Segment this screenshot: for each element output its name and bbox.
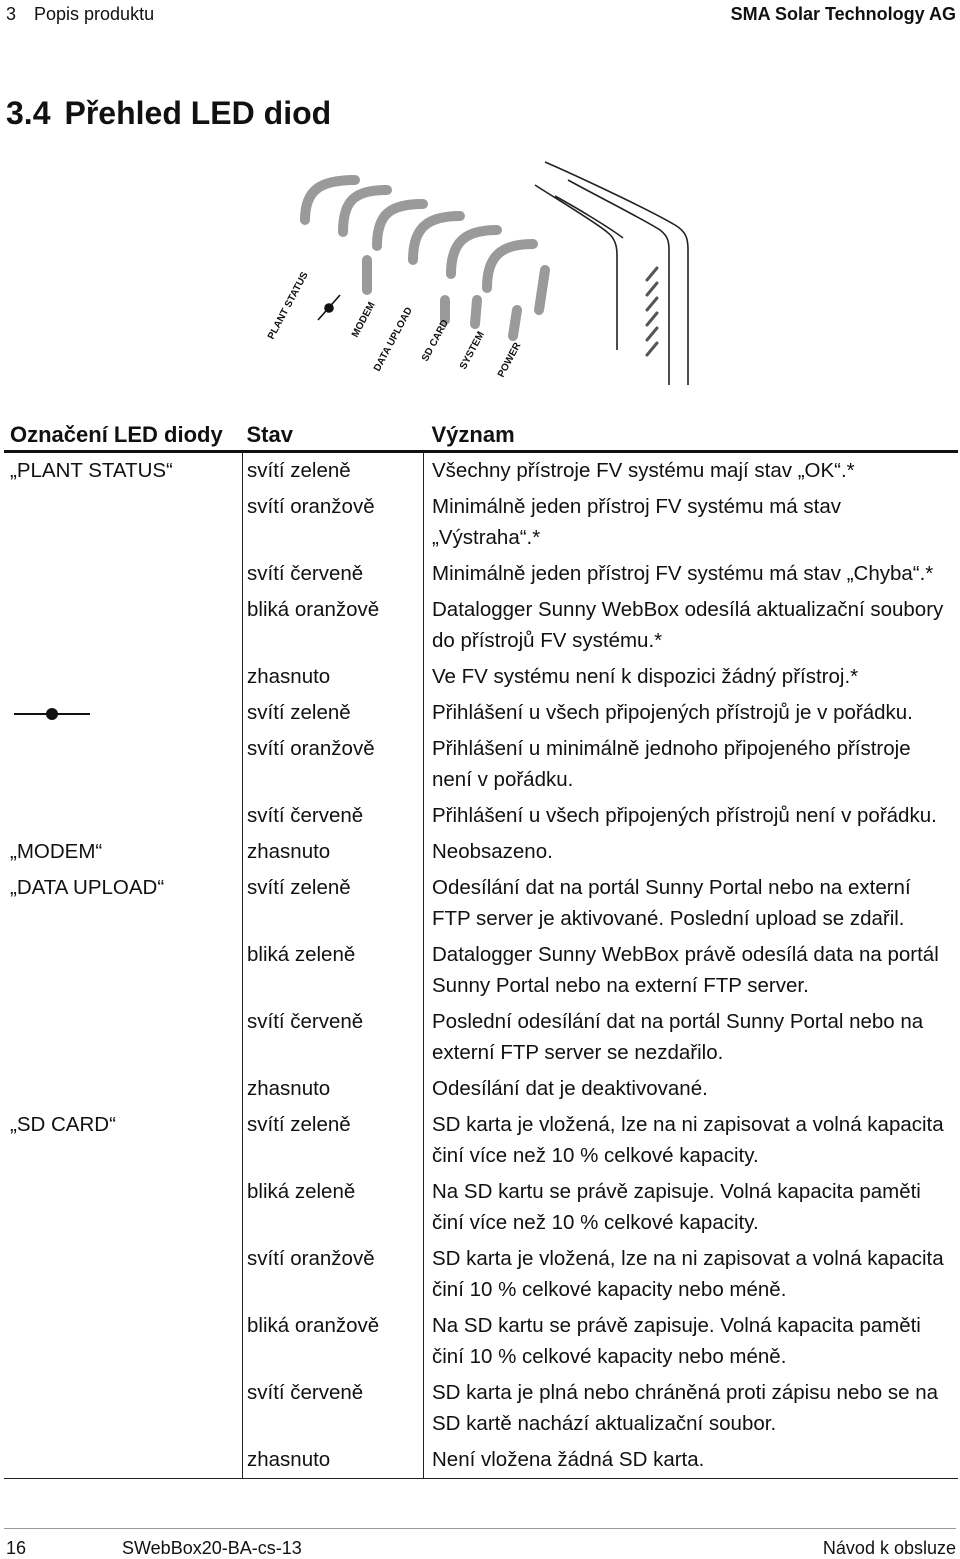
company-name: SMA Solar Technology AG: [730, 4, 956, 24]
cell-meaning: Datalogger Sunny WebBox odesílá aktualizační soubory do přístrojů FV systému.*: [424, 592, 959, 659]
cell-led: [4, 1004, 243, 1071]
page-header: [6, 2, 956, 26]
table-row: [4, 489, 958, 556]
section-number: 3.4: [6, 95, 51, 131]
table-row: [4, 556, 958, 592]
cell-state: svítí oranžově: [243, 489, 424, 556]
cell-state: bliká zeleně: [243, 1174, 424, 1241]
cell-meaning: Neobsazeno.: [424, 834, 959, 870]
cell-state: svítí červeně: [243, 1375, 424, 1442]
cell-led: [4, 659, 243, 695]
section-title-text: Přehled LED diod: [64, 95, 332, 131]
cell-led: „DATA UPLOAD“: [10, 876, 165, 899]
cell-meaning: Odesílání dat na portál Sunny Portal nebo na externí FTP server je aktivované. Poslední upload se zdařil.: [424, 870, 959, 937]
table-row: [4, 1071, 958, 1107]
cell-led: [4, 1442, 243, 1479]
table-row: [4, 1004, 958, 1071]
document-code: SWebBox20-BA-cs-13: [122, 1538, 302, 1558]
cell-state: zhasnuto: [243, 834, 424, 870]
cell-state: svítí oranžově: [243, 731, 424, 798]
cell-state: svítí oranžově: [243, 1241, 424, 1308]
cell-led: [4, 1375, 243, 1442]
cell-state: svítí zeleně: [243, 452, 424, 490]
cell-led: [4, 695, 243, 731]
led-overview-table: [4, 414, 958, 1479]
column-header-led: Označení LED diody: [4, 414, 243, 452]
cell-meaning: Poslední odesílání dat na portál Sunny Portal nebo na externí FTP server se nezdařilo.: [424, 1004, 959, 1071]
led-label-modem: MODEM: [349, 300, 378, 340]
cell-meaning: SD karta je plná nebo chráněná proti zápisu nebo se na SD kartě nachází aktualizační soubor.: [424, 1375, 959, 1442]
led-label-data-upload: DATA UPLOAD: [371, 305, 415, 374]
table-row: [4, 452, 958, 490]
cell-led: [4, 1174, 243, 1241]
cell-meaning: SD karta je vložená, lze na ni zapisovat a volná kapacita činí více než 10 % celkové kapacity.: [424, 1107, 959, 1174]
cell-state: bliká oranžově: [243, 592, 424, 659]
cell-state: svítí červeně: [243, 798, 424, 834]
cell-led: [4, 556, 243, 592]
table-row: [4, 592, 958, 659]
led-label-plant-status: PLANT STATUS: [265, 270, 311, 342]
cell-state: bliká zeleně: [243, 937, 424, 1004]
cell-led: [4, 1071, 243, 1107]
cell-meaning: Přihlášení u minimálně jednoho připojeného přístroje není v pořádku.: [424, 731, 959, 798]
cell-state: svítí zeleně: [243, 1107, 424, 1174]
cell-state: zhasnuto: [243, 1071, 424, 1107]
table-row: [4, 1442, 958, 1479]
table-row: [4, 1241, 958, 1308]
cell-meaning: Přihlášení u všech připojených přístrojů je v pořádku.: [424, 695, 959, 731]
table-header-row: [4, 414, 958, 452]
chapter-number: 3: [6, 4, 17, 24]
cell-meaning: Datalogger Sunny WebBox právě odesílá data na portál Sunny Portal nebo na externí FTP server.: [424, 937, 959, 1004]
cell-led: „MODEM“: [10, 840, 103, 863]
cell-meaning: Všechny přístroje FV systému mají stav „OK“.*: [424, 452, 959, 490]
page-footer: [6, 1538, 956, 1558]
cell-led: „PLANT STATUS“: [10, 459, 173, 482]
table-row: [4, 834, 958, 870]
chapter-title: Popis produktu: [34, 4, 155, 24]
connection-symbol-icon: [318, 295, 340, 320]
table-row: [4, 870, 958, 937]
cell-meaning: Ve FV systému není k dispozici žádný přístroj.*: [424, 659, 959, 695]
cell-state: svítí červeně: [243, 1004, 424, 1071]
cell-meaning: Není vložena žádná SD karta.: [424, 1442, 959, 1479]
table-row: [4, 695, 958, 731]
cell-state: svítí zeleně: [243, 695, 424, 731]
cell-state: bliká oranžově: [243, 1308, 424, 1375]
cell-led: [4, 731, 243, 798]
cell-meaning: SD karta je vložená, lze na ni zapisovat a volná kapacita činí 10 % celkové kapacity nebo méně.: [424, 1241, 959, 1308]
cell-state: zhasnuto: [243, 1442, 424, 1479]
table-row: [4, 1308, 958, 1375]
table-row: [4, 798, 958, 834]
table-row: [4, 937, 958, 1004]
led-pipe-power: [487, 244, 533, 288]
cell-meaning: Přihlášení u všech připojených přístrojů není v pořádku.: [424, 798, 959, 834]
cell-meaning: Odesílání dat je deaktivované.: [424, 1071, 959, 1107]
table-row: [4, 1375, 958, 1442]
table-row: [4, 1174, 958, 1241]
cell-meaning: Na SD kartu se právě zapisuje. Volná kapacita paměti činí více než 10 % celkové kapacity.: [424, 1174, 959, 1241]
cell-led: „SD CARD“: [10, 1113, 116, 1136]
footer-divider: [4, 1528, 956, 1529]
page-number: 16: [6, 1538, 27, 1558]
led-label-system: SYSTEM: [457, 329, 487, 372]
cell-led: [4, 1308, 243, 1375]
table-row: [4, 659, 958, 695]
manual-title: Návod k obsluze: [822, 1538, 956, 1558]
cell-led: [4, 592, 243, 659]
cell-led: [4, 489, 243, 556]
led-label-sd-card: SD CARD: [419, 318, 452, 364]
column-header-state: Stav: [243, 414, 424, 452]
section-title: [6, 93, 331, 133]
cell-state: svítí zeleně: [243, 870, 424, 937]
cell-state: zhasnuto: [243, 659, 424, 695]
led-label-power: POWER: [495, 340, 524, 380]
cell-meaning: Na SD kartu se právě zapisuje. Volná kapacita paměti činí 10 % celkové kapacity nebo méně.: [424, 1308, 959, 1375]
cell-led: [4, 937, 243, 1004]
table-row: [4, 1107, 958, 1174]
connection-symbol-icon: [10, 701, 90, 727]
cell-meaning: Minimálně jeden přístroj FV systému má stav „Výstraha“.*: [424, 489, 959, 556]
device-led-illustration: [255, 150, 705, 395]
table-row: [4, 731, 958, 798]
cell-state: svítí červeně: [243, 556, 424, 592]
column-header-meaning: Význam: [424, 414, 959, 452]
cell-meaning: Minimálně jeden přístroj FV systému má stav „Chyba“.*: [424, 556, 959, 592]
cell-led: [4, 798, 243, 834]
cell-led: [4, 1241, 243, 1308]
